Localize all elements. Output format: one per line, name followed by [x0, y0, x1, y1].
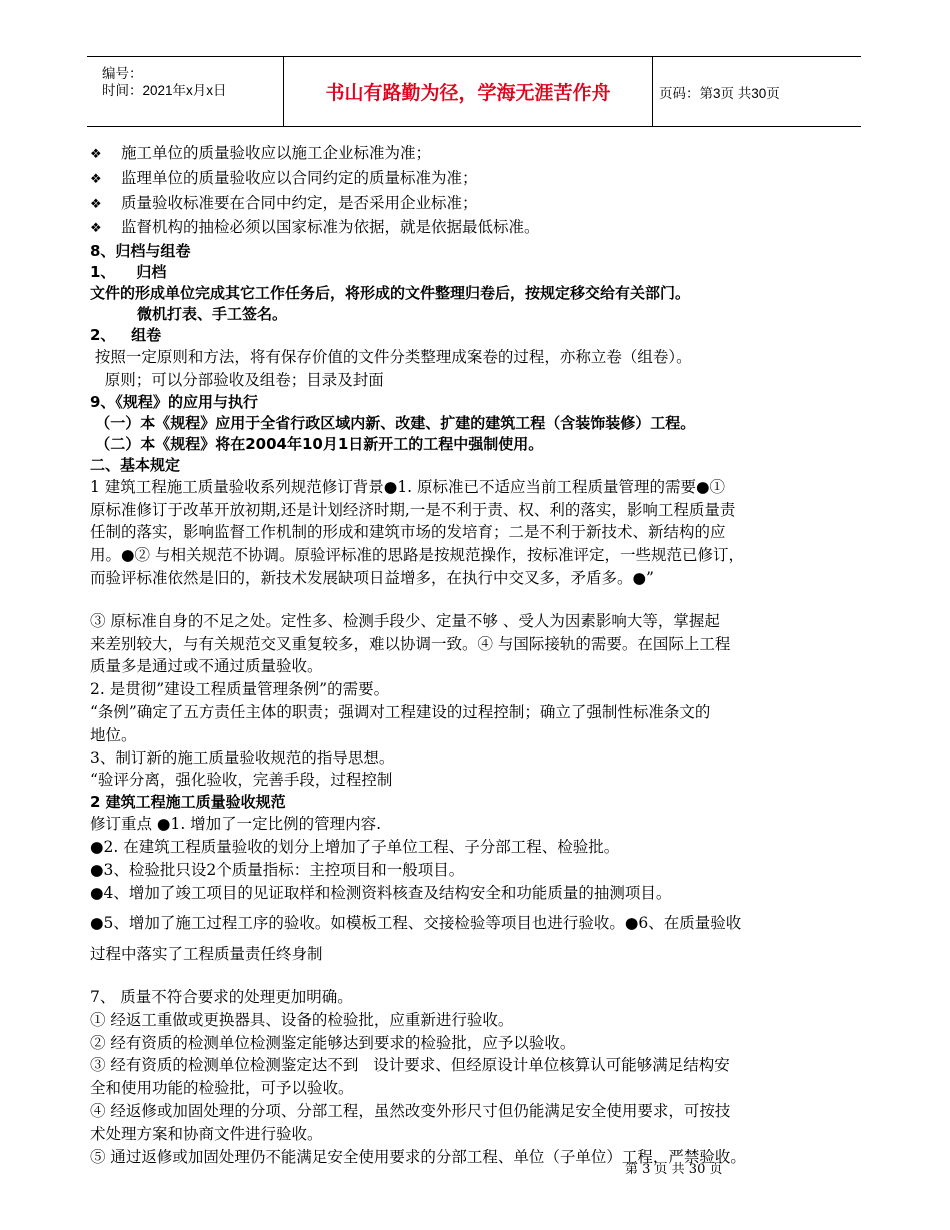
page-footer: 第 3 页 共 30 页: [625, 1162, 723, 1177]
bullet-item: ❖ 监理单位的质量验收应以合同约定的质量标准为准；: [90, 167, 862, 192]
paragraph-line: “验评分离，强化验收，完善手段，过程控制: [90, 771, 393, 790]
document-body: [90, 142, 862, 1168]
section-heading: 二、基本规定: [90, 455, 181, 474]
bullet-item: ❖ 施工单位的质量验收应以施工企业标准为准；: [90, 142, 862, 167]
paragraph-line: 过程中落实了工程质量责任终身制: [90, 945, 323, 964]
page-header: [87, 56, 861, 127]
paragraph-line: ●2. 在建筑工程质量验收的划分上增加了子单位工程、子分部工程、检验批。: [90, 837, 620, 856]
paragraph-line: “条例”确定了五方责任主体的职责；强调对工程建设的过程控制；确立了强制性标准条文的: [90, 702, 711, 721]
paragraph-line: ●5、增加了施工过程工序的验收。如模板工程、交接检验等项目也进行验收。●6、在质量验收: [90, 914, 742, 933]
paragraph-line: 来差别较大，与有关规范交叉重复较多，难以协调一致。④ 与国际接轨的需要。在国际上工程: [90, 634, 731, 653]
paragraph-line: 2. 是贯彻”建设工程质量管理条例”的需要。: [90, 680, 390, 699]
diamond-cross-bullet-icon: ❖: [90, 171, 102, 187]
subsection-heading: 2 建筑工程施工质量验收规范: [90, 793, 286, 812]
paragraph-line: 用。●② 与相关规范不协调。原验评标准的思路是按规范操作，按标准评定，一些规范已修订，: [90, 546, 744, 565]
paragraph-line: 3、制订新的施工质量验收规范的指导思想。: [90, 748, 395, 767]
paragraph-line: ④ 经返修或加固处理的分项、分部工程，虽然改变外形尺寸但仍能满足安全使用要求，可按技: [90, 1101, 731, 1120]
header-motto: 书山有路勤为径，学海无涯苦作舟: [283, 57, 653, 126]
bullet-item: ❖ 监督机构的抽检必须以国家标准为依据，就是依据最低标准。: [90, 216, 862, 241]
diamond-cross-bullet-icon: ❖: [90, 196, 102, 212]
paragraph-line: 原标准修订于改革开放初期,还是计划经济时期,一是不利于责、权、利的落实，影响工程质量责: [90, 500, 736, 519]
subsection-heading: 1、 归档: [90, 263, 167, 282]
text-line: （一）本《规程》应用于全省行政区域内新、改建、扩建的建筑工程（含装饰装修）工程。: [90, 413, 696, 432]
section-heading: 9、《规程》的应用与执行: [90, 392, 258, 411]
text-line: 微机打表、手工签名。: [90, 305, 288, 324]
paragraph-line: 质量多是通过或不通过质量验收。: [90, 657, 323, 676]
subsection-heading: 2、 组卷: [90, 326, 162, 345]
text-line: 文件的形成单位完成其它工作任务后，将形成的文件整理归卷后，按规定移交给有关部门。: [90, 284, 691, 303]
text-line: 原则；可以分部验收及组卷；目录及封面: [90, 370, 384, 389]
paragraph-line: 而验评标准依然是旧的，新技术发展缺项日益增多，在执行中交叉多，矛盾多。●”: [90, 568, 654, 587]
paragraph-line: 1 建筑工程施工质量验收系列规范修订背景●1. 原标准已不适应当前工程质量管理的需要●①: [90, 477, 726, 496]
paragraph-line: 术处理方案和协商文件进行验收。: [90, 1124, 323, 1143]
paragraph-line: ③ 经有资质的检测单位检测鉴定达不到 设计要求、但经原设计单位核算认可能够满足结构安: [90, 1056, 730, 1075]
paragraph-line: 地位。: [90, 725, 137, 744]
diamond-cross-bullet-icon: ❖: [90, 221, 102, 237]
paragraph-line: ② 经有资质的检测单位检测鉴定能够达到要求的检验批，应予以验收。: [90, 1033, 576, 1052]
text-line: （二）本《规程》将在2004年10月1日新开工的工程中强制使用。: [90, 434, 544, 453]
section-heading: 8、归档与组卷: [90, 242, 191, 261]
diamond-cross-bullet-icon: ❖: [90, 147, 102, 162]
text-line: 按照一定原则和方法，将有保存价值的文件分类整理成案卷的过程，亦称立卷（组卷）。: [90, 348, 692, 367]
document-time-label: 时间：2021年x月x日: [102, 83, 227, 98]
paragraph-line: ⑤ 通过返修或加固处理仍不能满足安全使用要求的分部工程、单位（子单位）工程，严禁验收。: [90, 1147, 746, 1166]
header-page-info: 页码：第3页 共30页: [659, 85, 780, 101]
paragraph-line: ③ 原标准自身的不足之处。定性多、检测手段少、定量不够 、受人为因素影响大等，掌握起: [90, 611, 720, 630]
bullet-item: ❖ 质量验收标准要在合同中约定，是否采用企业标准；: [90, 192, 862, 217]
paragraph-line: 7、 质量不符合要求的处理更加明确。: [90, 987, 353, 1006]
paragraph-line: ●3、检验批只设2个质量指标：主控项目和一般项目。: [90, 860, 465, 879]
paragraph-line: 修订重点 ●1. 增加了一定比例的管理内容.: [90, 815, 382, 834]
header-meta: [87, 57, 283, 126]
document-number-label: 编号：: [102, 66, 143, 81]
paragraph-line: 全和使用功能的检验批，可予以验收。: [90, 1079, 354, 1098]
paragraph-line: ① 经返工重做或更换器具、设备的检验批，应重新进行验收。: [90, 1010, 514, 1029]
paragraph-line: ●4、增加了竣工项目的见证取样和检测资料核查及结构安全和功能质量的抽测项目。: [90, 883, 672, 902]
paragraph-line: 任制的落实，影响监督工作机制的形成和建筑市场的发培育；二是不利于新技术、新结构的应: [90, 523, 726, 542]
